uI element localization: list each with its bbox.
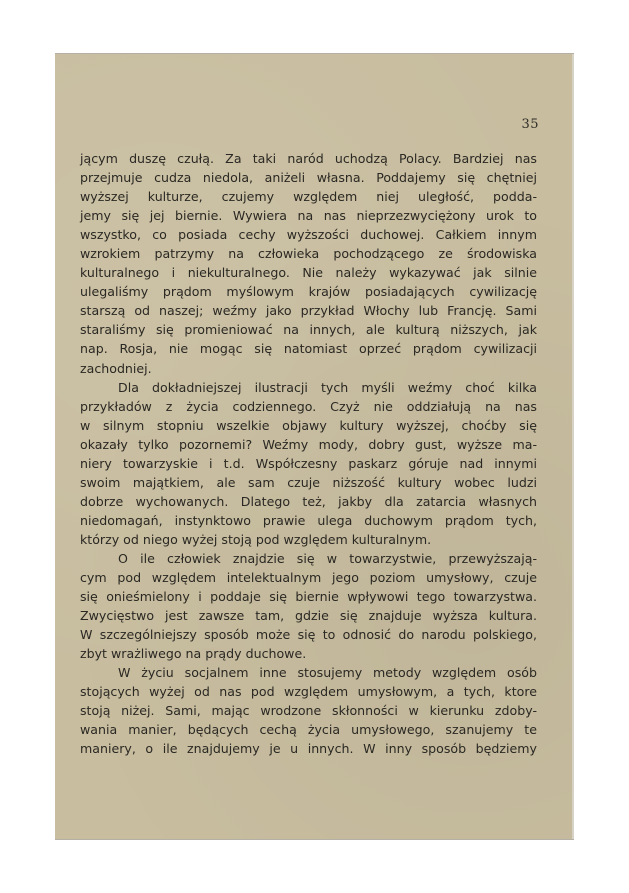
text-line: wyższej kulturze, czujemy względem niej uległość, podda- [80,189,537,205]
text-line: przykładów z życia codziennego. Czyż nie oddziałują na nas [80,398,537,414]
text-line: staraliśmy się promieniować na innych, ale kulturą niższych, jak [80,322,537,338]
text-line: się onieśmielony i poddaje się biernie wpływowi tego towarzystwa. [80,589,537,605]
text-line: cym pod względem intelektualnym jego poziom umysłowy, czuje [80,570,537,586]
text-line: stoją niżej. Sami, mając wrodzone skłonności w kierunku zdoby- [80,703,537,719]
page-edge [572,54,574,839]
text-line: wania manier, będących cechą życia umysłowego, szanujemy te [80,722,537,738]
paragraph-first-line: O ile człowiek znajdzie się w towarzystwie, przewyższają- [118,550,537,566]
text-line: wszystko, co posiada cechy wyższości duchowej. Całkiem innym [80,227,537,243]
text-line: ulegaliśmy prądom myślowym krajów posiadających cywilizację [80,284,537,300]
text-line: starszą od naszej; weźmy jako przykład Włochy lub Francję. Sami [80,303,537,319]
text-line: maniery, o ile znajdujemy je u innych. W inny sposób będziemy [80,741,537,757]
text-line: w silnym stopniu wszelkie objawy kultury wyższej, choćby się [80,417,537,433]
text-line: przejmuje cudza niedola, aniżeli własna. Poddajemy się chętniej [80,170,537,186]
text-line: kulturalnego i niekulturalnego. Nie należy wykazywać jak silnie [80,265,537,281]
paragraph-first-line: W życiu socjalnem inne stosujemy metody względem osób [118,665,537,681]
text-line: którzy od niego wyżej stoją pod względem kulturalnym. [80,531,432,547]
text-line: okazały tylko pozornemi? Weźmy mody, dobry gust, wyższe ma- [80,436,537,452]
text-line: dobrze wychowanych. Dlatego też, jakby dla zatarcia własnych [80,493,537,509]
text-line: zbyt wrażliwego na prądy duchowe. [80,646,307,662]
text-line: niedomagań, instynktowo prawie ulega duchowym prądom tych, [80,512,537,528]
text-line: Zwycięstwo jest zawsze tam, gdzie się znajduje wyższa kultura. [80,608,537,624]
text-line: W szczególniejszy sposób może się to odnosić do narodu polskiego, [80,627,537,643]
text-line: jącym duszę czułą. Za taki naród uchodzą Polacy. Bardziej nas [80,151,537,166]
text-line: swoim majątkiem, ale sam czuje niższość kultury wobec ludzi [80,474,537,490]
text-line: stojących wyżej od nas pod względem umysłowym, a tych, ktore [80,684,537,700]
text-line: zachodniej. [80,360,152,376]
page-number: 35 [521,117,539,132]
text-line: wzrokiem patrzymy na człowieka pochodzącego ze środowiska [80,246,537,262]
body-text [80,149,537,759]
text-line: niery towarzyskie i t.d. Współczesny paskarz góruje nad innymi [80,455,537,471]
scanned-book-page [55,53,574,840]
text-line: nap. Rosja, nie mogąc się natomiast oprzeć prądom cywilizacji [80,341,537,357]
paragraph-first-line: Dla dokładniejszej ilustracji tych myśli weźmy choć kilka [118,379,537,395]
text-line: jemy się jej biernie. Wywiera na nas nieprzezwyciężony urok to [80,208,537,224]
